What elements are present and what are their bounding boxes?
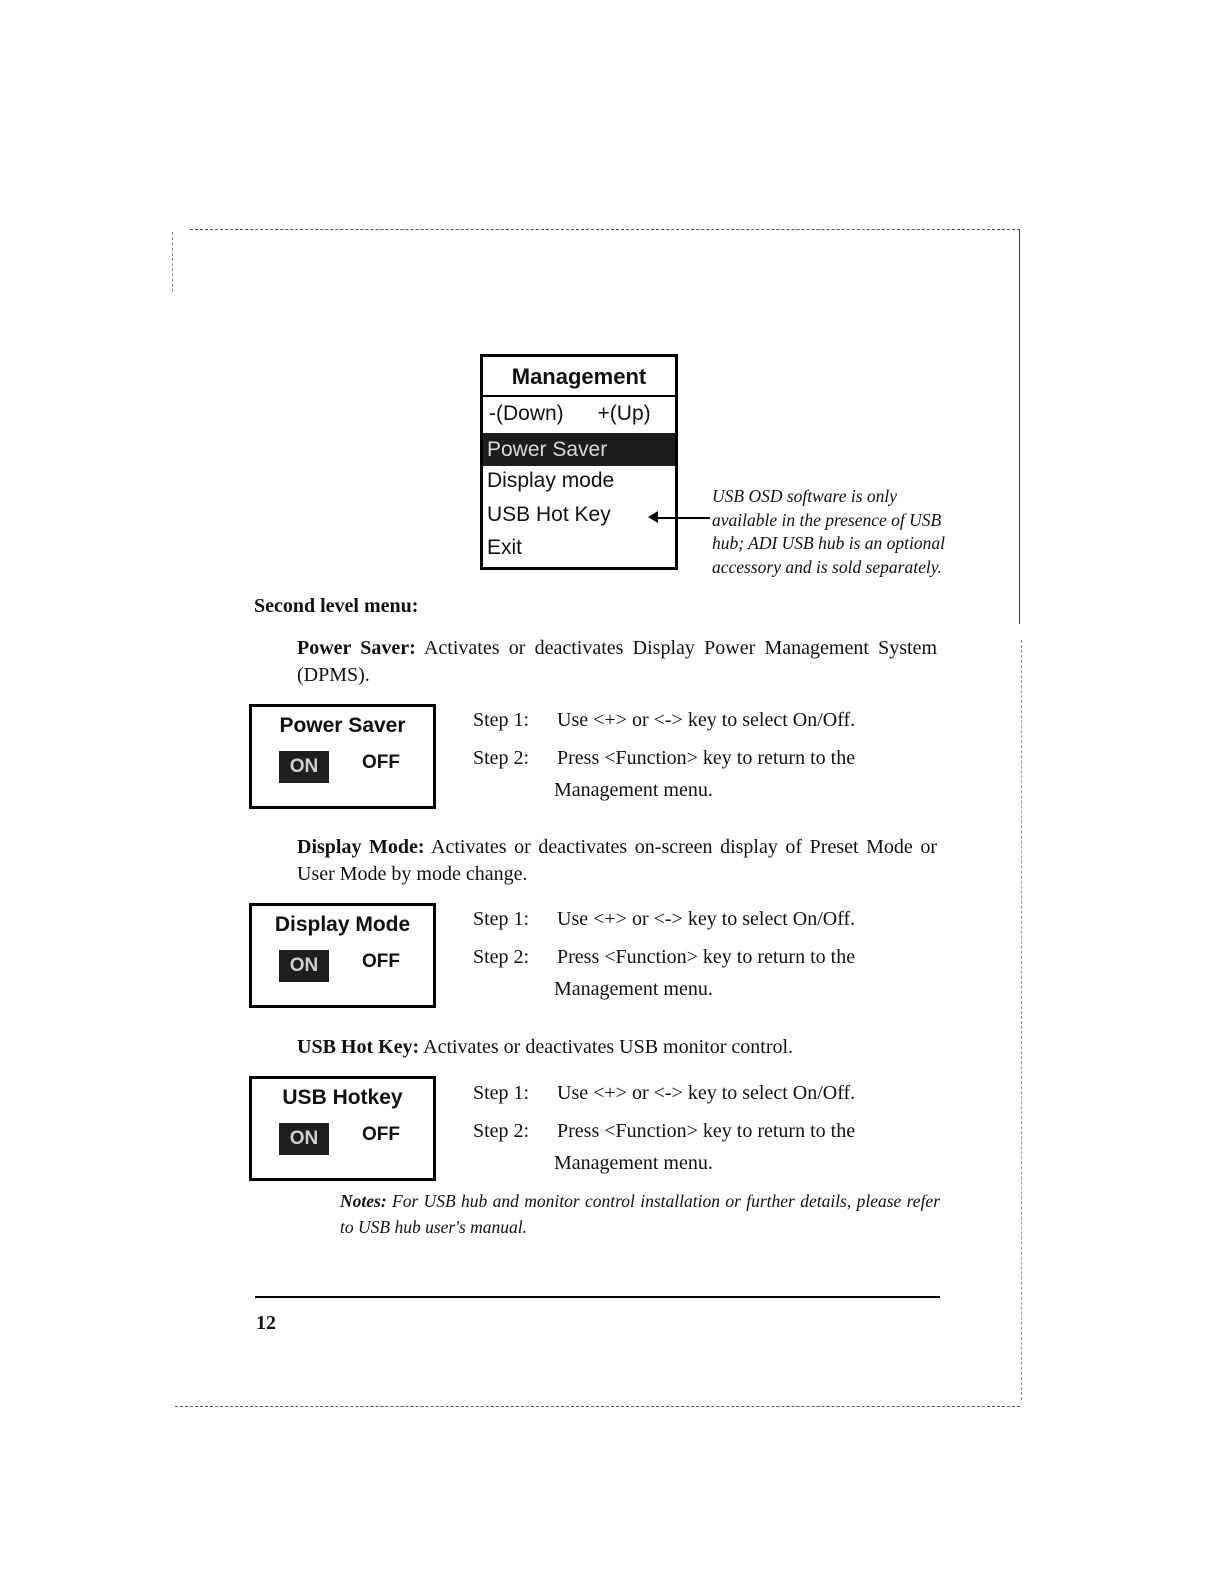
- display-mode-box: [249, 903, 436, 1008]
- menu-item-exit[interactable]: Exit: [487, 536, 523, 559]
- power-saver-term: Power Saver:: [297, 637, 416, 659]
- usb-hotkey-on-option[interactable]: ON: [279, 1123, 329, 1155]
- usb-hotkey-box: [249, 1076, 436, 1181]
- usb-osd-side-note: USB OSD software is only available in the presence of USB hub; ADI USB hub is an optional accessory and is sold separately.: [712, 486, 946, 577]
- usb-hot-key-description: [297, 1034, 937, 1061]
- frame-bottom-line: [175, 1406, 1020, 1407]
- display-mode-box-title: Display Mode: [274, 913, 411, 936]
- display-mode-term: Display Mode:: [297, 836, 425, 858]
- usb-hot-key-desc: Activates or deactivates USB monitor control.: [423, 1036, 794, 1058]
- power-saver-on-option[interactable]: ON: [279, 751, 329, 783]
- management-menu: [480, 354, 678, 570]
- power-saver-step2-cont: Management menu.: [554, 779, 713, 801]
- display-mode-step2-label: Step 2:: [473, 946, 530, 968]
- display-mode-step2-cont: Management menu.: [554, 978, 713, 1000]
- frame-right-line-lower: [1021, 640, 1022, 1400]
- notes: [340, 1188, 940, 1240]
- display-mode-step2-text: Press <Function> key to return to the: [557, 946, 856, 968]
- usb-hot-key-term: USB Hot Key:: [297, 1036, 420, 1058]
- display-mode-off-option[interactable]: OFF: [362, 951, 400, 972]
- usb-hotkey-step1-label: Step 1:: [473, 1082, 530, 1104]
- usb-hotkey-step2-label: Step 2:: [473, 1120, 530, 1142]
- usb-hotkey-step2-cont: Management menu.: [554, 1152, 713, 1174]
- power-saver-box-title: Power Saver: [279, 714, 406, 737]
- menu-item-usb-hot-key[interactable]: USB Hot Key: [487, 503, 611, 526]
- menu-item-display-mode[interactable]: Display mode: [487, 469, 615, 492]
- second-level-menu-heading: Second level menu:: [254, 595, 419, 617]
- power-saver-step2-text: Press <Function> key to return to the: [557, 747, 856, 769]
- notes-label: Notes:: [340, 1191, 387, 1211]
- footer-rule: [255, 1296, 940, 1298]
- callout-arrow-line: [652, 517, 710, 519]
- menu-item-power-saver[interactable]: Power Saver: [483, 433, 675, 466]
- power-saver-step1-label: Step 1:: [473, 709, 530, 731]
- frame-right-line: [1019, 229, 1020, 624]
- notes-text: For USB hub and monitor control installation or further details, please refer to USB hub user's manual.: [340, 1191, 941, 1237]
- usb-hotkey-box-title: USB Hotkey: [282, 1086, 403, 1109]
- menu-title: Management: [483, 357, 675, 397]
- callout-arrow-icon: [648, 511, 658, 523]
- power-saver-step2-label: Step 2:: [473, 747, 530, 769]
- display-mode-step1-text: Use <+> or <-> key to select On/Off.: [557, 908, 856, 930]
- power-saver-off-option[interactable]: OFF: [362, 752, 400, 773]
- power-saver-desc: Activates or deactivates Display Power Management System (DPMS).: [297, 637, 937, 686]
- usb-hotkey-off-option[interactable]: OFF: [362, 1124, 400, 1145]
- menu-keys-row: [489, 402, 651, 426]
- display-mode-step1-label: Step 1:: [473, 908, 530, 930]
- page-number: 12: [256, 1312, 276, 1334]
- frame-top-line: [190, 229, 1020, 230]
- usb-hotkey-step2-text: Press <Function> key to return to the: [557, 1120, 856, 1142]
- display-mode-description: [297, 834, 937, 888]
- down-key-label: -(Down): [489, 402, 564, 425]
- power-saver-description: [297, 635, 937, 689]
- display-mode-on-option[interactable]: ON: [279, 950, 329, 982]
- power-saver-step1-text: Use <+> or <-> key to select On/Off.: [557, 709, 856, 731]
- usb-hotkey-step1-text: Use <+> or <-> key to select On/Off.: [557, 1082, 856, 1104]
- up-key-label: +(Up): [597, 402, 651, 425]
- display-mode-desc: Activates or deactivates on-screen display of Preset Mode or User Mode by mode change.: [297, 836, 937, 885]
- power-saver-box: [249, 704, 436, 809]
- frame-left-line: [172, 232, 173, 292]
